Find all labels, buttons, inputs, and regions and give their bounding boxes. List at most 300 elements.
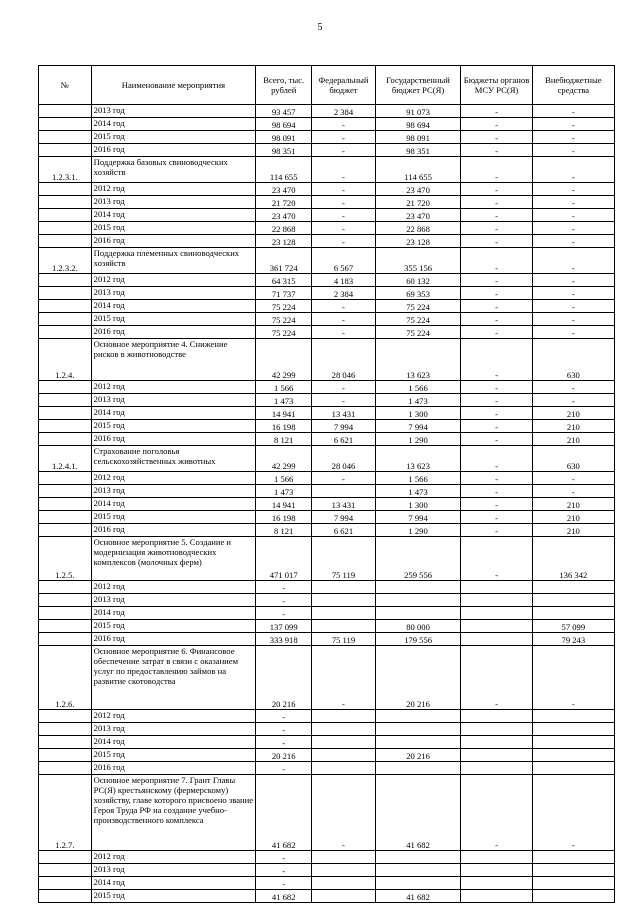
state-value: 13 623 — [375, 339, 461, 381]
extrabudget-value — [532, 710, 614, 723]
extrabudget-value: - — [532, 313, 614, 326]
year-row — [39, 864, 615, 877]
item-number: 1.2.3.1. — [39, 157, 92, 183]
empty-number-cell — [39, 633, 92, 646]
state-value — [375, 877, 461, 890]
extrabudget-value: - — [532, 326, 614, 339]
total-value: - — [256, 723, 312, 736]
year-label: 2013 год — [91, 196, 256, 209]
year-row — [39, 485, 615, 498]
year-label: 2013 год — [91, 723, 256, 736]
federal-value — [312, 762, 376, 775]
page-number: 5 — [317, 22, 323, 33]
year-row — [39, 851, 615, 864]
total-value: 98 351 — [256, 144, 312, 157]
year-row — [39, 118, 615, 131]
federal-value: 75 119 — [312, 633, 376, 646]
year-label: 2013 год — [91, 594, 256, 607]
empty-number-cell — [39, 300, 92, 313]
empty-number-cell — [39, 381, 92, 394]
municipal-value: - — [461, 326, 532, 339]
municipal-value: - — [461, 407, 532, 420]
state-value — [375, 736, 461, 749]
year-label: 2014 год — [91, 877, 256, 890]
state-value: 114 655 — [375, 157, 461, 183]
state-value: 75 224 — [375, 300, 461, 313]
total-value: 41 682 — [256, 775, 312, 851]
municipal-value — [461, 864, 532, 877]
municipal-value: - — [461, 287, 532, 300]
federal-value: 28 046 — [312, 339, 376, 381]
year-row — [39, 394, 615, 407]
year-label: 2014 год — [91, 607, 256, 620]
header-federal: Федеральный бюджет — [312, 66, 376, 105]
state-value: 13 623 — [375, 446, 461, 472]
state-value: 23 128 — [375, 235, 461, 248]
extrabudget-value: 210 — [532, 498, 614, 511]
state-value: 41 682 — [375, 890, 461, 903]
total-value: 16 198 — [256, 511, 312, 524]
state-value: 1 566 — [375, 472, 461, 485]
extrabudget-value — [532, 851, 614, 864]
empty-number-cell — [39, 183, 92, 196]
extrabudget-value: - — [532, 196, 614, 209]
total-value: 22 868 — [256, 222, 312, 235]
state-value: 98 351 — [375, 144, 461, 157]
extrabudget-value: - — [532, 235, 614, 248]
year-row — [39, 607, 615, 620]
total-value: 23 470 — [256, 183, 312, 196]
item-name: Основное мероприятие 6. Финансовое обеспечение затрат в связи с оказанием услуг по предоставлению займов на развитие скотоводства — [91, 646, 256, 710]
item-name: Страхование поголовья сельскохозяйственных животных — [91, 446, 256, 472]
municipal-value: - — [461, 157, 532, 183]
empty-number-cell — [39, 877, 92, 890]
federal-value: 6 621 — [312, 433, 376, 446]
extrabudget-value — [532, 749, 614, 762]
year-label: 2015 год — [91, 420, 256, 433]
item-number: 1.2.7. — [39, 775, 92, 851]
year-label: 2015 год — [91, 620, 256, 633]
extrabudget-value — [532, 723, 614, 736]
summary-row — [39, 157, 615, 183]
federal-value: - — [312, 118, 376, 131]
empty-number-cell — [39, 407, 92, 420]
federal-value: 13 431 — [312, 498, 376, 511]
empty-number-cell — [39, 594, 92, 607]
municipal-value — [461, 851, 532, 864]
extrabudget-value: - — [532, 485, 614, 498]
year-row — [39, 762, 615, 775]
federal-value: - — [312, 313, 376, 326]
summary-row — [39, 339, 615, 381]
extrabudget-value: - — [532, 183, 614, 196]
header-municipal: Бюджеты органов МСУ РС(Я) — [461, 66, 532, 105]
federal-value: - — [312, 235, 376, 248]
extrabudget-value — [532, 581, 614, 594]
empty-number-cell — [39, 524, 92, 537]
federal-value: - — [312, 472, 376, 485]
extrabudget-value: - — [532, 381, 614, 394]
empty-number-cell — [39, 287, 92, 300]
extrabudget-value — [532, 594, 614, 607]
year-label: 2014 год — [91, 498, 256, 511]
state-value: 7 994 — [375, 511, 461, 524]
federal-value: 4 183 — [312, 274, 376, 287]
year-row — [39, 420, 615, 433]
municipal-value: - — [461, 248, 532, 274]
item-number: 1.2.3.2. — [39, 248, 92, 274]
municipal-value: - — [461, 300, 532, 313]
municipal-value: - — [461, 183, 532, 196]
federal-value — [312, 851, 376, 864]
empty-number-cell — [39, 222, 92, 235]
extrabudget-value: 210 — [532, 433, 614, 446]
item-name: Основное мероприятие 7. Грант Главы РС(Я) крестьянскому (фермерскому) хозяйству, главе которого присвоено звание Героя Труда РФ на создание учебно-производственного комплекса — [91, 775, 256, 851]
municipal-value: - — [461, 394, 532, 407]
empty-number-cell — [39, 313, 92, 326]
year-label: 2014 год — [91, 209, 256, 222]
extrabudget-value — [532, 607, 614, 620]
summary-row — [39, 537, 615, 581]
state-value: 98 694 — [375, 118, 461, 131]
municipal-value: - — [461, 381, 532, 394]
year-row — [39, 144, 615, 157]
federal-value — [312, 607, 376, 620]
empty-number-cell — [39, 485, 92, 498]
year-row — [39, 326, 615, 339]
empty-number-cell — [39, 864, 92, 877]
item-number: 1.2.6. — [39, 646, 92, 710]
total-value: - — [256, 851, 312, 864]
total-value: 14 941 — [256, 407, 312, 420]
empty-number-cell — [39, 274, 92, 287]
year-label: 2013 год — [91, 485, 256, 498]
municipal-value: - — [461, 222, 532, 235]
state-value: 20 216 — [375, 646, 461, 710]
extrabudget-value: - — [532, 222, 614, 235]
total-value: - — [256, 864, 312, 877]
empty-number-cell — [39, 420, 92, 433]
empty-number-cell — [39, 581, 92, 594]
year-label: 2016 год — [91, 433, 256, 446]
year-row — [39, 633, 615, 646]
empty-number-cell — [39, 105, 92, 118]
federal-value: - — [312, 144, 376, 157]
federal-value: - — [312, 222, 376, 235]
item-number: 1.2.4. — [39, 339, 92, 381]
federal-value: - — [312, 183, 376, 196]
total-value: 75 224 — [256, 313, 312, 326]
total-value: 75 224 — [256, 300, 312, 313]
empty-number-cell — [39, 131, 92, 144]
state-value: 1 566 — [375, 381, 461, 394]
total-value: 98 694 — [256, 118, 312, 131]
empty-number-cell — [39, 394, 92, 407]
empty-number-cell — [39, 620, 92, 633]
municipal-value: - — [461, 118, 532, 131]
federal-value: 7 994 — [312, 420, 376, 433]
extrabudget-value: - — [532, 157, 614, 183]
state-value: 41 682 — [375, 775, 461, 851]
extrabudget-value: 136 342 — [532, 537, 614, 581]
year-label: 2013 год — [91, 287, 256, 300]
federal-value: - — [312, 131, 376, 144]
state-value: 179 556 — [375, 633, 461, 646]
extrabudget-value: - — [532, 646, 614, 710]
total-value: 23 128 — [256, 235, 312, 248]
total-value: 20 216 — [256, 749, 312, 762]
empty-number-cell — [39, 235, 92, 248]
empty-number-cell — [39, 196, 92, 209]
year-row — [39, 511, 615, 524]
year-label: 2012 год — [91, 581, 256, 594]
federal-value: 75 119 — [312, 537, 376, 581]
municipal-value: - — [461, 498, 532, 511]
total-value: 23 470 — [256, 209, 312, 222]
extrabudget-value — [532, 877, 614, 890]
year-label: 2014 год — [91, 407, 256, 420]
year-label: 2013 год — [91, 105, 256, 118]
municipal-value — [461, 890, 532, 903]
extrabudget-value: - — [532, 248, 614, 274]
empty-number-cell — [39, 498, 92, 511]
municipal-value — [461, 749, 532, 762]
municipal-value: - — [461, 196, 532, 209]
total-value: 333 918 — [256, 633, 312, 646]
year-label: 2012 год — [91, 851, 256, 864]
year-row — [39, 407, 615, 420]
total-value: 71 737 — [256, 287, 312, 300]
year-label: 2016 год — [91, 633, 256, 646]
empty-number-cell — [39, 890, 92, 903]
total-value: - — [256, 736, 312, 749]
header-number: № — [39, 66, 92, 105]
year-row — [39, 749, 615, 762]
empty-number-cell — [39, 433, 92, 446]
federal-value: 28 046 — [312, 446, 376, 472]
municipal-value: - — [461, 339, 532, 381]
total-value: 8 121 — [256, 524, 312, 537]
extrabudget-value: - — [532, 274, 614, 287]
municipal-value: - — [461, 646, 532, 710]
total-value: 8 121 — [256, 433, 312, 446]
state-value: 1 300 — [375, 407, 461, 420]
extrabudget-value: 57 099 — [532, 620, 614, 633]
total-value: 20 216 — [256, 646, 312, 710]
municipal-value: - — [461, 446, 532, 472]
total-value: - — [256, 594, 312, 607]
state-value: 69 353 — [375, 287, 461, 300]
state-value — [375, 581, 461, 594]
municipal-value: - — [461, 433, 532, 446]
federal-value: 7 994 — [312, 511, 376, 524]
empty-number-cell — [39, 749, 92, 762]
municipal-value: - — [461, 511, 532, 524]
summary-row — [39, 775, 615, 851]
header-name: Наименование мероприятия — [91, 66, 256, 105]
federal-value: - — [312, 394, 376, 407]
municipal-value — [461, 633, 532, 646]
extrabudget-value: - — [532, 287, 614, 300]
total-value: 1 566 — [256, 381, 312, 394]
federal-value: 6 621 — [312, 524, 376, 537]
year-row — [39, 209, 615, 222]
year-label: 2012 год — [91, 472, 256, 485]
extrabudget-value: - — [532, 394, 614, 407]
state-value: 7 994 — [375, 420, 461, 433]
total-value: 1 473 — [256, 485, 312, 498]
federal-value — [312, 864, 376, 877]
federal-value — [312, 877, 376, 890]
state-value: 23 470 — [375, 183, 461, 196]
total-value: - — [256, 762, 312, 775]
total-value: 64 315 — [256, 274, 312, 287]
year-label: 2016 год — [91, 524, 256, 537]
municipal-value: - — [461, 209, 532, 222]
extrabudget-value: - — [532, 775, 614, 851]
total-value: 21 720 — [256, 196, 312, 209]
empty-number-cell — [39, 607, 92, 620]
header-state: Государственный бюджет РС(Я) — [375, 66, 461, 105]
state-value: 20 216 — [375, 749, 461, 762]
total-value: 361 724 — [256, 248, 312, 274]
extrabudget-value — [532, 762, 614, 775]
year-row — [39, 222, 615, 235]
year-label: 2015 год — [91, 749, 256, 762]
year-row — [39, 313, 615, 326]
extrabudget-value: - — [532, 118, 614, 131]
state-value: 1 473 — [375, 394, 461, 407]
municipal-value — [461, 723, 532, 736]
municipal-value: - — [461, 144, 532, 157]
empty-number-cell — [39, 326, 92, 339]
municipal-value: - — [461, 105, 532, 118]
year-label: 2012 год — [91, 274, 256, 287]
table-header-row — [39, 66, 615, 105]
municipal-value: - — [461, 485, 532, 498]
total-value: 137 099 — [256, 620, 312, 633]
state-value: 91 073 — [375, 105, 461, 118]
empty-number-cell — [39, 710, 92, 723]
extrabudget-value: 79 243 — [532, 633, 614, 646]
extrabudget-value — [532, 890, 614, 903]
year-row — [39, 524, 615, 537]
empty-number-cell — [39, 144, 92, 157]
federal-value: - — [312, 196, 376, 209]
state-value: 1 473 — [375, 485, 461, 498]
state-value — [375, 864, 461, 877]
state-value — [375, 594, 461, 607]
extrabudget-value: - — [532, 105, 614, 118]
federal-value — [312, 723, 376, 736]
year-label: 2015 год — [91, 890, 256, 903]
federal-value — [312, 581, 376, 594]
header-extrabudget: Внебюджетные средства — [532, 66, 614, 105]
empty-number-cell — [39, 736, 92, 749]
item-name: Поддержка племенных свиноводческих хозяйств — [91, 248, 256, 274]
summary-row — [39, 646, 615, 710]
state-value — [375, 607, 461, 620]
municipal-value — [461, 710, 532, 723]
municipal-value: - — [461, 131, 532, 144]
federal-value: 2 384 — [312, 105, 376, 118]
state-value: 1 300 — [375, 498, 461, 511]
municipal-value — [461, 607, 532, 620]
year-row — [39, 620, 615, 633]
state-value: 1 290 — [375, 433, 461, 446]
extrabudget-value: - — [532, 472, 614, 485]
budget-table — [38, 65, 615, 903]
year-label: 2013 год — [91, 394, 256, 407]
total-value: 93 457 — [256, 105, 312, 118]
state-value: 75 224 — [375, 313, 461, 326]
year-row — [39, 274, 615, 287]
state-value — [375, 710, 461, 723]
federal-value: 2 384 — [312, 287, 376, 300]
extrabudget-value: - — [532, 131, 614, 144]
federal-value: 6 567 — [312, 248, 376, 274]
year-label: 2012 год — [91, 381, 256, 394]
municipal-value: - — [461, 235, 532, 248]
municipal-value — [461, 736, 532, 749]
federal-value — [312, 620, 376, 633]
year-row — [39, 594, 615, 607]
item-name: Основное мероприятие 5. Создание и модернизация животноводческих комплексов (молочных ферм) — [91, 537, 256, 581]
year-label: 2012 год — [91, 710, 256, 723]
federal-value: - — [312, 326, 376, 339]
year-label: 2013 год — [91, 864, 256, 877]
total-value: - — [256, 710, 312, 723]
total-value: - — [256, 607, 312, 620]
year-label: 2016 год — [91, 144, 256, 157]
header-total: Всего, тыс. рублей — [256, 66, 312, 105]
municipal-value — [461, 581, 532, 594]
federal-value: - — [312, 775, 376, 851]
federal-value: - — [312, 381, 376, 394]
federal-value — [312, 710, 376, 723]
total-value: 42 299 — [256, 446, 312, 472]
total-value: 114 655 — [256, 157, 312, 183]
state-value: 22 868 — [375, 222, 461, 235]
extrabudget-value: 210 — [532, 524, 614, 537]
state-value — [375, 723, 461, 736]
state-value: 60 132 — [375, 274, 461, 287]
year-row — [39, 472, 615, 485]
federal-value: - — [312, 209, 376, 222]
state-value — [375, 851, 461, 864]
year-row — [39, 183, 615, 196]
year-row — [39, 287, 615, 300]
empty-number-cell — [39, 209, 92, 222]
extrabudget-value: 210 — [532, 407, 614, 420]
municipal-value — [461, 594, 532, 607]
total-value: 98 091 — [256, 131, 312, 144]
total-value: 41 682 — [256, 890, 312, 903]
state-value: 98 091 — [375, 131, 461, 144]
year-label: 2014 год — [91, 118, 256, 131]
summary-row — [39, 446, 615, 472]
municipal-value — [461, 620, 532, 633]
total-value: 75 224 — [256, 326, 312, 339]
extrabudget-value: 210 — [532, 420, 614, 433]
federal-value: 13 431 — [312, 407, 376, 420]
year-label: 2015 год — [91, 511, 256, 524]
year-row — [39, 381, 615, 394]
year-row — [39, 877, 615, 890]
year-row — [39, 581, 615, 594]
year-row — [39, 235, 615, 248]
state-value: 80 000 — [375, 620, 461, 633]
